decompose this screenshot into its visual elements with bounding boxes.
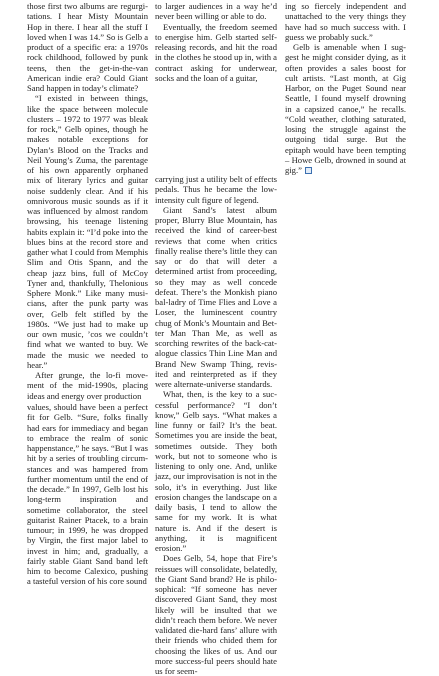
article-paragraph: ing so fiercely independent and unattached to the very things they have had so much success with. I guess we probably suck.” bbox=[285, 1, 406, 42]
article-paragraph: Does Gelb, 54, hope that Fire’s reissues will consolidate, belatedly, the Giant Sand brand? He is philo-sophical: “If someone has never discovered Giant Sand, they most likely will be insulted that we didn’t reach them before. We never validated die-hard fans’ allure with their friends who chided them for choosing the likes of us. And our more success-ful peers should hate us for seem- bbox=[155, 553, 277, 676]
column-3 bbox=[285, 1, 406, 175]
article-paragraph: Gelb is amenable when I sug-gest he might consider dying, as it often provides a sales boost for cult artists. “Last month, at Gig Harbor, on the Puget Sound near Seattle, I found myself drowning in a capsized canoe,” he recalls. “Cold weather, clothing saturated, losing the struggle against the outgoing tidal surge. But the epitaph would have been tempting – Howe Gelb, drowned in sound at gig.” bbox=[285, 42, 406, 175]
article-paragraph: Eventually, the freedom seemed to energise him. Gelb started self-releasing records, and hit the road in the clothes he stood up in, with a contract asking for underwear, socks and the loan of a guitar, bbox=[155, 21, 277, 83]
article-paragraph: those first two albums are regurgi-tations. I hear Misty Mountain Hop in there. I hear all the stuff I loved when I was 14.” So is Gelb a product of a specific era: a 1970s rock childhood, followed by punk teens, then the get-in-the-van American indie era? Could Giant Sand happen in today’s climate? bbox=[27, 1, 149, 93]
end-of-article-icon bbox=[305, 167, 312, 174]
article-paragraph: “I existed in between things, like the space between molecule clusters – 1972 to 1977 was bleak for rock,” Gelb opines, though he makes notable exceptions for Dylan’s Blood on the Tracks and Neil Young’s Zuma, the parentage of his own apparently orphaned mix of literary lyrics and guitar noise suddenly clear. And if his omnivorous music sounds as if it was influenced by almost random browsing, his teenage listening habits explain it: “I’d poke into the blues bins at the record store and gather what I could from Memphis Slim and Otis Spann, and the cheap jazz bins, full of McCoy Tyner and, thankfully, Thelonious Sphere Monk.” Like many musi-cians, after the punk party was over, Gelb felt stifled by the 1980s. “We just had to make up our own music, ’cos we couldn’t find what we wanted to buy. We made the music we needed to hear.” bbox=[27, 93, 148, 370]
column-2-top bbox=[155, 1, 277, 83]
article-paragraph: values, should have been a perfect fit for Gelb. “Sure, folks finally had ears for immediacy and began to embrace the realm of sonic happenstance,” he says. “But I was hit by a series of troubling circum-stances and was hampered from further momentum until the end of the decade.” In 1997, Gelb lost his long-term inspiration and sometime collaborator, the steel guitarist Rainer Ptacek, to a brain tumour; in 1999, he was dropped by Virgin, the first major label to invest in him; and, gradually, a fairly stable Giant Sand band left him to become Calexico, pushing a tasteful version of his core sound bbox=[27, 402, 148, 587]
column-2-bottom bbox=[155, 174, 277, 676]
article-paragraph: After grunge, the lo-fi move-ment of the mid-1990s, placing ideas and energy over production bbox=[27, 370, 148, 401]
article-paragraph: to larger audiences in a way he’d never been willing or able to do. bbox=[155, 1, 277, 22]
article-paragraph: What, then, is the key to a suc-cessful performance? “I don’t know,” Gelb says. “What makes a line funny or fail? It’s the beat. Sometimes you are inside the beat, sometimes outside. They both work, but not to someone who is listening to only one. And, unlike jazz, our improvisation is not in the solo, it’s in everything. Just like erosion changes the landscape on a daily basis, I tend to allow the same for my work. It is what nature is. And if the desert is anything, it is magnificent erosion.” bbox=[155, 389, 277, 553]
article-paragraph: Giant Sand’s latest album proper, Blurry Blue Mountain, has received the kind of career-best reviews that come when critics finally realise there’s little they can say or do that will deter a determined artist from proceeding, so they may as well concede defeat. There’s the Monkish piano bal-ladry of Time Flies and Love a Loser, the luminescent country chug of Monk’s Mountain and Bet-ter Man Than Me, as well as scorching rewrites of the back-cat-alogue classics Thin Line Man and Brand New Swamp Thing, revis-ited and reinterpreted as if they were alternate-universe standards. bbox=[155, 204, 277, 389]
column-1-top bbox=[27, 1, 148, 401]
article-paragraph: carrying just a utility belt of effects pedals. Thus he became the low-intensity cult figure of legend. bbox=[155, 174, 277, 205]
column-1-bottom bbox=[27, 402, 148, 587]
